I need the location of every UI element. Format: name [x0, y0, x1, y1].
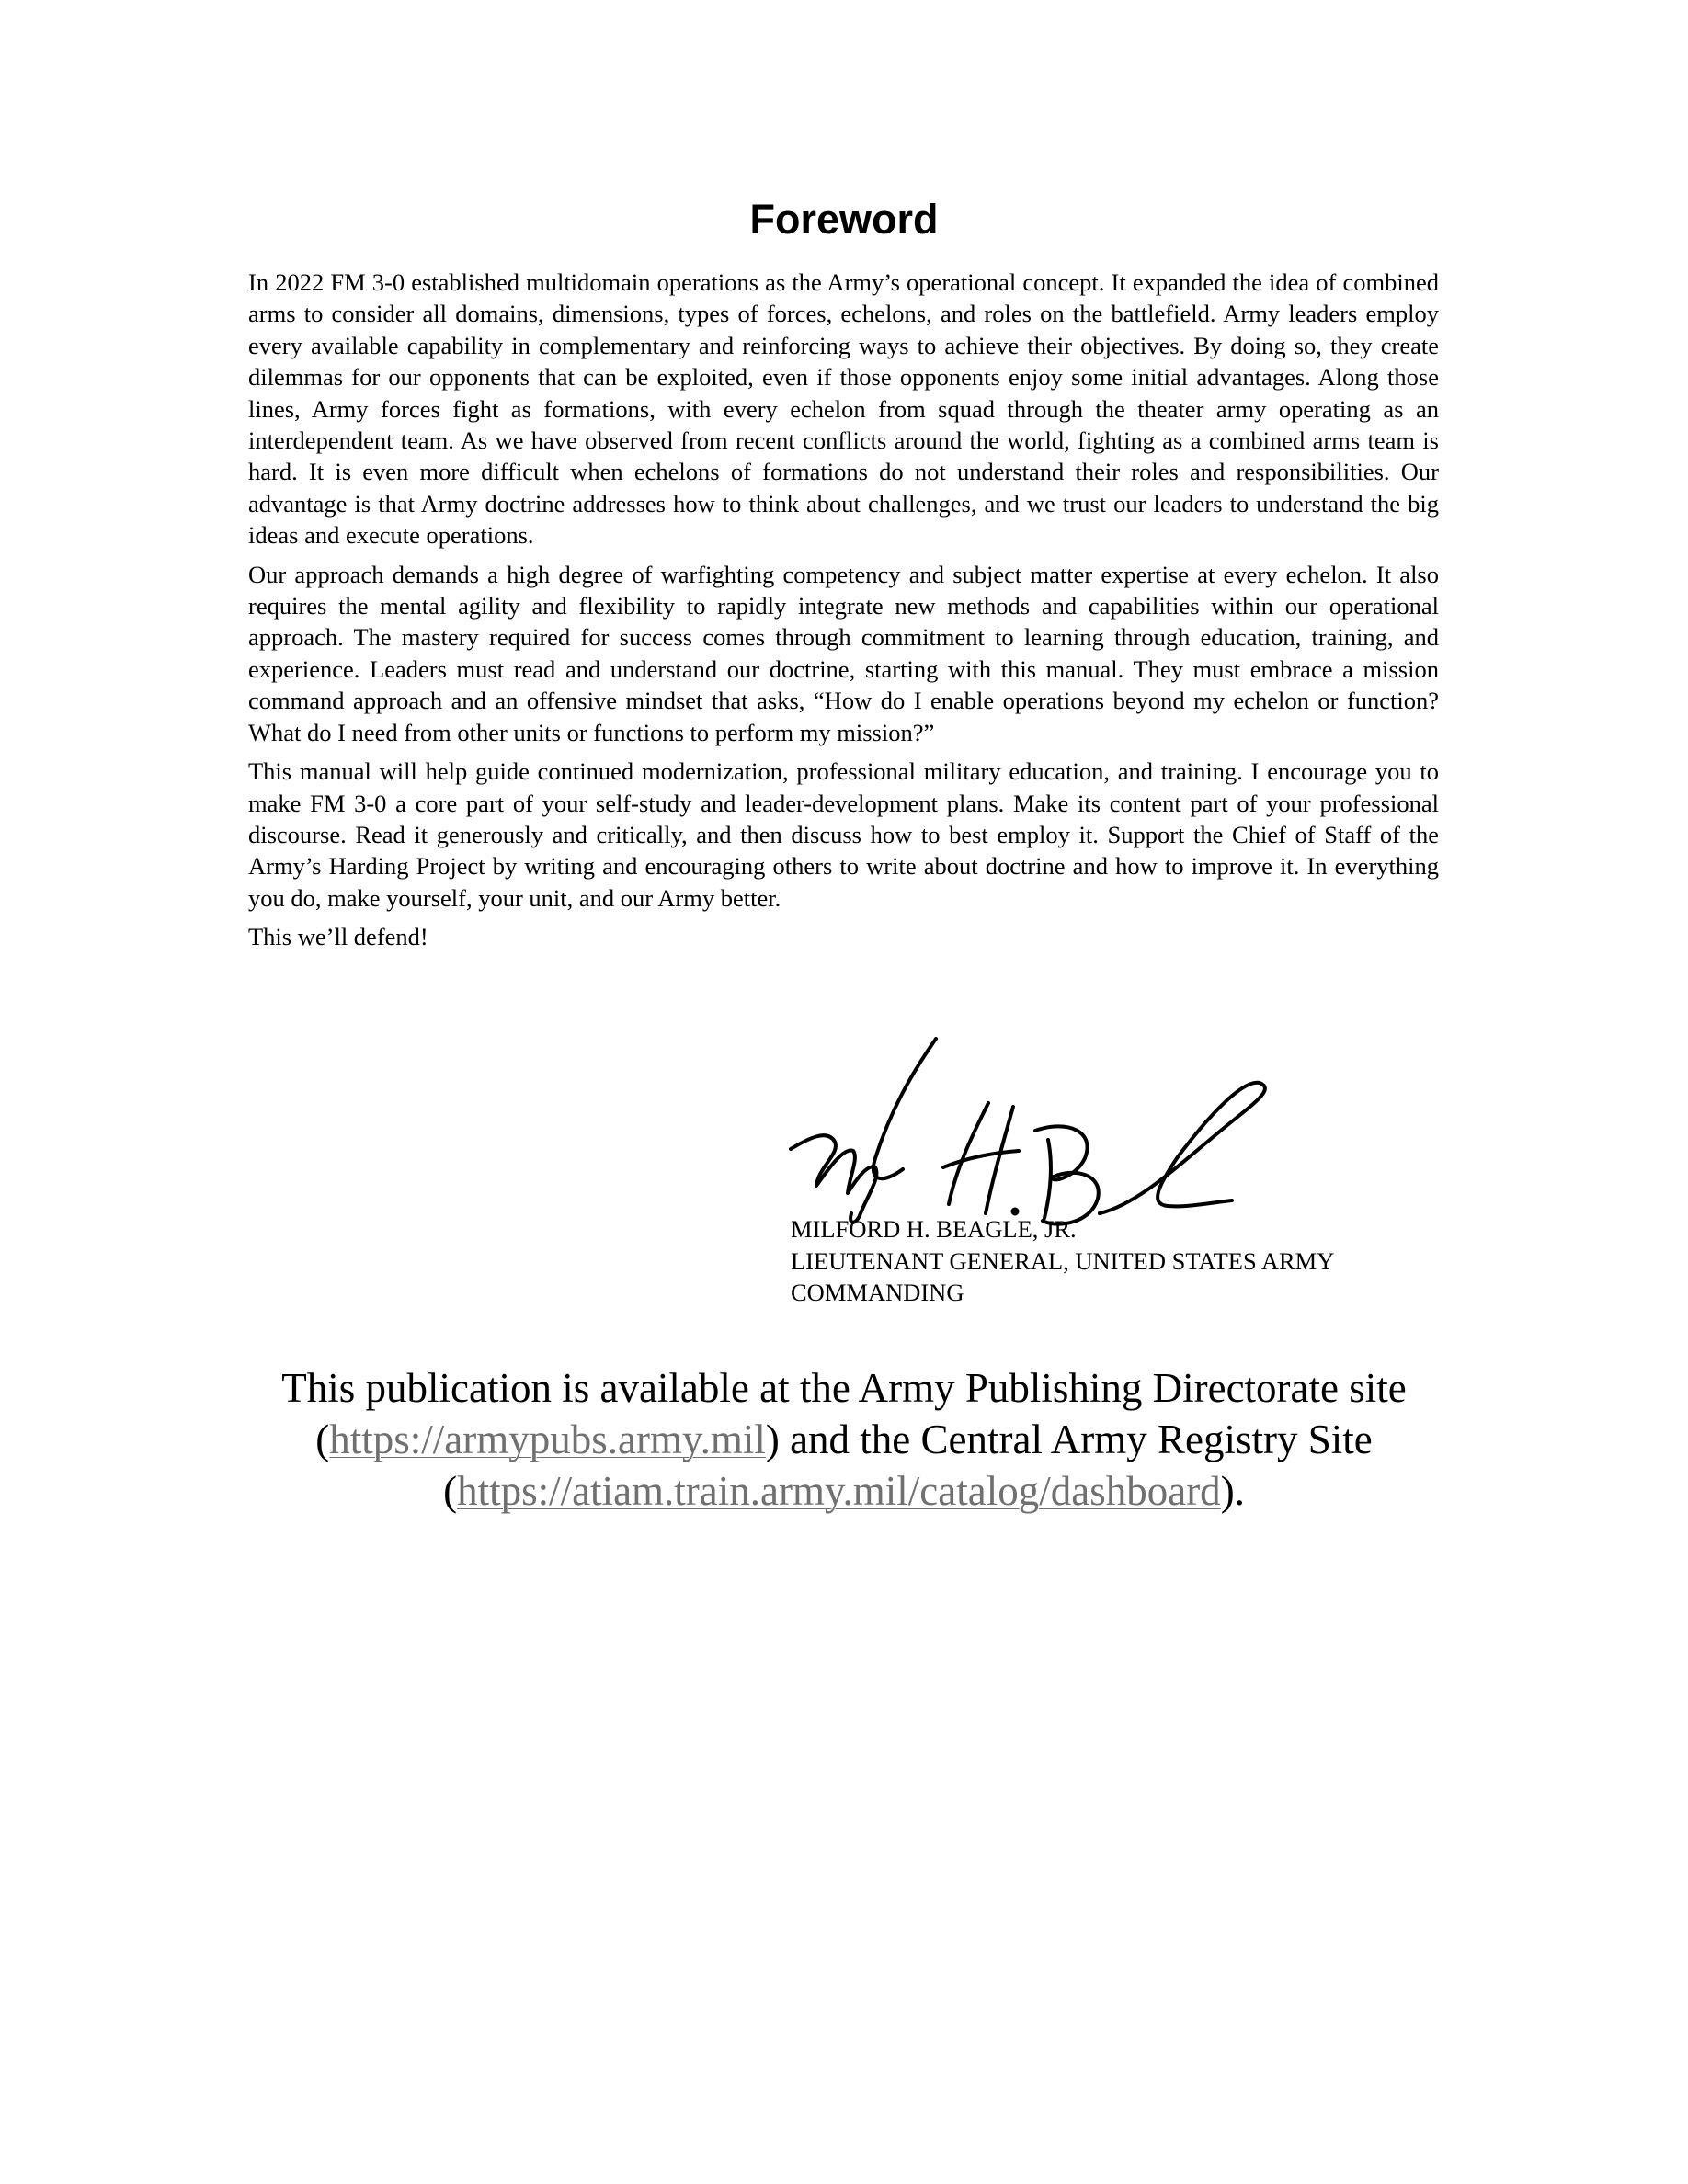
foreword-body [248, 267, 1439, 961]
paragraph-1: In 2022 FM 3-0 established multidomain operations as the Army’s operational concept. It expanded the idea of combined arms to consider all domains, dimensions, types of forces, echelons, and roles on the battlefield. Army leaders employ every available capability in complementary and reinforcing ways to achieve their objectives. By doing so, they create dilemmas for our opponents that can be exploited, even if those opponents enjoy some initial advantages. Along those lines, Army forces fight as formations, with every echelon from squad through the theater army operating as an interdependent team. As we have observed from recent conflicts around the world, fighting as a combined arms team is hard. It is even more difficult when echelons of formations do not understand their roles and responsibilities. Our advantage is that Army doctrine addresses how to think about challenges, and we trust our leaders to understand the big ideas and execute operations. [248, 268, 1439, 550]
paragraph-3: This manual will help guide continued modernization, professional military education, and training. I encourage you to make FM 3-0 a core part of your self-study and leader-development plans. Make its content part of your professional discourse. Read it generously and critically, and then discuss how to best employ it. Support the Chief of Staff of the Army’s Harding Project by writing and encouraging others to write about doctrine and how to improve it. In everything you do, make yourself, your unit, and our Army better. [248, 757, 1439, 912]
closing-line: This we’ll defend! [248, 923, 428, 951]
open-paren-2: ( [443, 1468, 458, 1514]
availability-line-2 [0, 1414, 1688, 1465]
page-title: Foreword [749, 196, 939, 243]
atiam-link[interactable]: https://atiam.train.army.mil/catalog/dashboard [457, 1468, 1221, 1514]
close-paren-2: ). [1220, 1468, 1245, 1514]
availability-text-2: ) and the Central Army Registry Site [765, 1416, 1373, 1462]
availability-text-1: This publication is available at the Army Publishing Directorate site [281, 1365, 1407, 1411]
signature-block [791, 1213, 1434, 1309]
availability-notice [0, 1362, 1688, 1517]
signer-rank: LIEUTENANT GENERAL, UNITED STATES ARMY [791, 1246, 1335, 1275]
paragraph-2: Our approach demands a high degree of warfighting competency and subject matter expertise at every echelon. It also requires the mental agility and flexibility to rapidly integrate new methods and capabilities within our operational approach. The mastery required for success comes through commitment to learning through education, training, and experience. Leaders must read and understand our doctrine, starting with this manual. They must embrace a mission command approach and an offensive mindset that asks, “How do I enable operations beyond my echelon or function? What do I need from other units or functions to perform my mission?” [248, 560, 1439, 746]
open-paren-1: ( [315, 1416, 330, 1462]
signer-name: MILFORD H. BEAGLE, JR. [791, 1215, 1077, 1243]
signer-role: COMMANDING [791, 1279, 964, 1306]
armypubs-link[interactable]: https://armypubs.army.mil [329, 1416, 766, 1462]
handwritten-signature [772, 1029, 1306, 1241]
availability-line-1 [0, 1362, 1688, 1414]
availability-line-3 [0, 1465, 1688, 1517]
